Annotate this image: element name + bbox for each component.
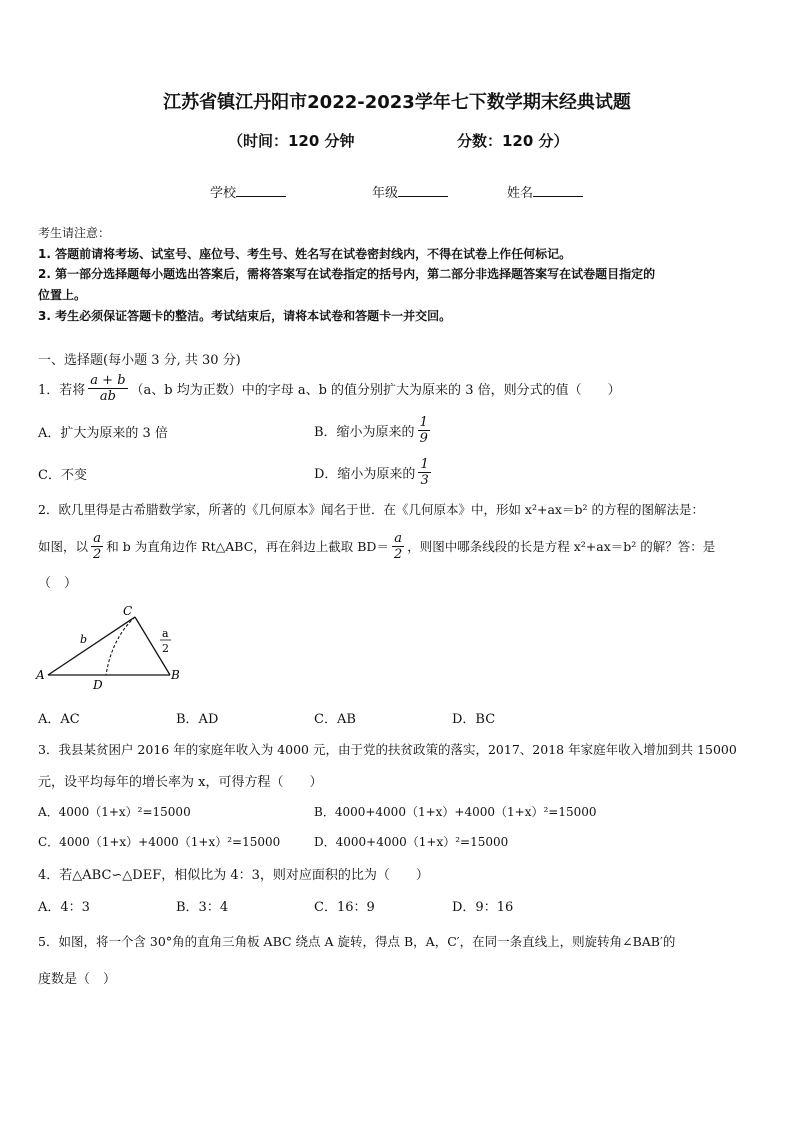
q2-line2-b: 和 b 为直角边作 Rt△ABC，再在斜边上截取 BD＝ <box>106 539 389 554</box>
q1-option-b-text: B．缩小为原来的 <box>314 424 415 440</box>
q4-option-b: B．3：4 <box>176 900 229 915</box>
q1-option-d <box>314 452 434 492</box>
q1-frac-num: a + b <box>90 372 126 388</box>
q2-option-c: C．AB <box>314 712 356 727</box>
q2-line2-a: 如图，以 <box>38 539 89 554</box>
school-blank <box>236 184 286 197</box>
q4-option-d: D．9：16 <box>452 900 514 915</box>
q1-option-d-text: D．缩小为原来的 <box>314 466 416 482</box>
q1-option-d-den: 3 <box>420 472 429 488</box>
q2-option-a: A．AC <box>38 712 80 727</box>
name-label: 姓名 <box>507 186 534 201</box>
q3-option-a: A．4000（1+x）²=15000 <box>38 805 191 819</box>
label-b: B <box>171 668 180 682</box>
q4-option-a: A．4：3 <box>38 900 90 915</box>
school-label: 学校 <box>210 186 237 201</box>
name-blank <box>533 184 583 197</box>
q3-option-c: C．4000（1+x）+4000（1+x）²=15000 <box>38 835 281 849</box>
name-field <box>507 182 583 201</box>
label-side-b: b <box>80 633 88 646</box>
notice-title: 考生请注意： <box>38 226 111 240</box>
q2-frac-a2 <box>91 531 103 562</box>
q3-line2: 元，设平均每年的增长率为 x，可得方程（ ） <box>38 775 323 790</box>
q2-frac-bd <box>392 531 404 562</box>
q1-option-b-frac <box>418 415 430 446</box>
q2-option-d: D．BC <box>452 712 496 727</box>
label-a: A <box>36 668 45 682</box>
section-title: 一、选择题(每小题 3 分, 共 30 分) <box>38 353 241 368</box>
label-c: C <box>123 604 133 618</box>
q2-frac-bd-num: a <box>392 531 404 547</box>
q2-frac-a2-num: a <box>91 531 103 547</box>
q3-line1: 3．我县某贫困户 2016 年的家庭年收入为 4000 元，由于党的扶贫政策的落实，2017、2018 年家庭年收入增加到共 15000 <box>38 742 737 757</box>
q1-fraction <box>88 373 127 404</box>
segment-ac <box>48 617 135 675</box>
grade-blank <box>398 184 448 197</box>
grade-field <box>372 182 448 201</box>
q2-line2 <box>38 526 715 566</box>
q2-frac-a2-den: 2 <box>93 546 102 562</box>
label-a-over-2-num: a <box>162 627 169 640</box>
q4-option-c: C．16：9 <box>314 900 375 915</box>
q5-line2: 度数是（ ） <box>38 972 117 987</box>
q2-triangle-figure <box>30 598 200 693</box>
exam-time: （时间：120 分钟 <box>228 132 355 150</box>
school-field <box>210 182 286 201</box>
q1-post: （a、b 均为正数）中的字母 a、b 的值分别扩大为原来的 3 倍，则分式的值（ ） <box>130 382 621 398</box>
notice-item-2-cont: 位置上。 <box>38 288 87 302</box>
page-title: 江苏省镇江丹阳市2022-2023学年七下数学期末经典试题 <box>163 92 631 113</box>
q2-option-b: B．AD <box>176 712 219 727</box>
q3-option-b: B．4000+4000（1+x）+4000（1+x）²=15000 <box>314 805 597 819</box>
notice-item-2: 2. 第一部分选择题每小题选出答案后，需将答案写在试卷指定的括号内，第二部分非选择题答案写在试卷题目指定的 <box>38 267 656 281</box>
q1-option-b-den: 9 <box>419 430 428 446</box>
grade-label: 年级 <box>372 186 399 201</box>
arc-cd <box>106 617 135 675</box>
q2-line2-c: ，则图中哪条线段的长是方程 x²+ax＝b² 的解？答：是 <box>407 539 716 554</box>
exam-score: 分数：120 分） <box>457 132 569 150</box>
q1-option-d-num: 1 <box>420 456 429 472</box>
q1-option-b <box>314 410 433 450</box>
notice-item-3: 3. 考生必须保证答题卡的整洁。考试结束后，请将本试卷和答题卡一并交回。 <box>38 309 452 323</box>
q1-option-a: A．扩大为原来的 3 倍 <box>38 426 168 441</box>
q2-frac-bd-den: 2 <box>393 546 403 562</box>
q5-line1: 5．如图，将一个含 30°角的直角三角板 ABC 绕点 A 旋转，得点 B，A，C′，在同一条直线上，则旋转角∠BAB′的 <box>38 934 676 949</box>
q1-stem <box>38 368 621 408</box>
label-a-over-2-den: 2 <box>162 642 169 655</box>
q2-line3: （ ） <box>38 576 78 591</box>
q1-frac-den: ab <box>99 388 116 404</box>
q1-option-d-frac <box>418 457 430 488</box>
label-d: D <box>93 678 103 692</box>
q1-option-c: C．不变 <box>38 468 87 483</box>
q3-option-d: D．4000+4000（1+x）²=15000 <box>314 835 509 849</box>
q2-line1: 2．欧几里得是古希腊数学家，所著的《几何原本》闻名于世．在《几何原本》中，形如 x²+ax＝b² 的方程的图解法是： <box>38 502 704 517</box>
q1-option-b-num: 1 <box>419 414 428 430</box>
q1-pre: 1．若将 <box>38 382 86 398</box>
q4-line1: 4．若△ABC∽△DEF，相似比为 4：3，则对应面积的比为（ ） <box>38 868 429 883</box>
notice-item-1: 1. 答题前请将考场、试室号、座位号、考生号、姓名写在试卷密封线内，不得在试卷上作任何标记。 <box>38 247 572 261</box>
